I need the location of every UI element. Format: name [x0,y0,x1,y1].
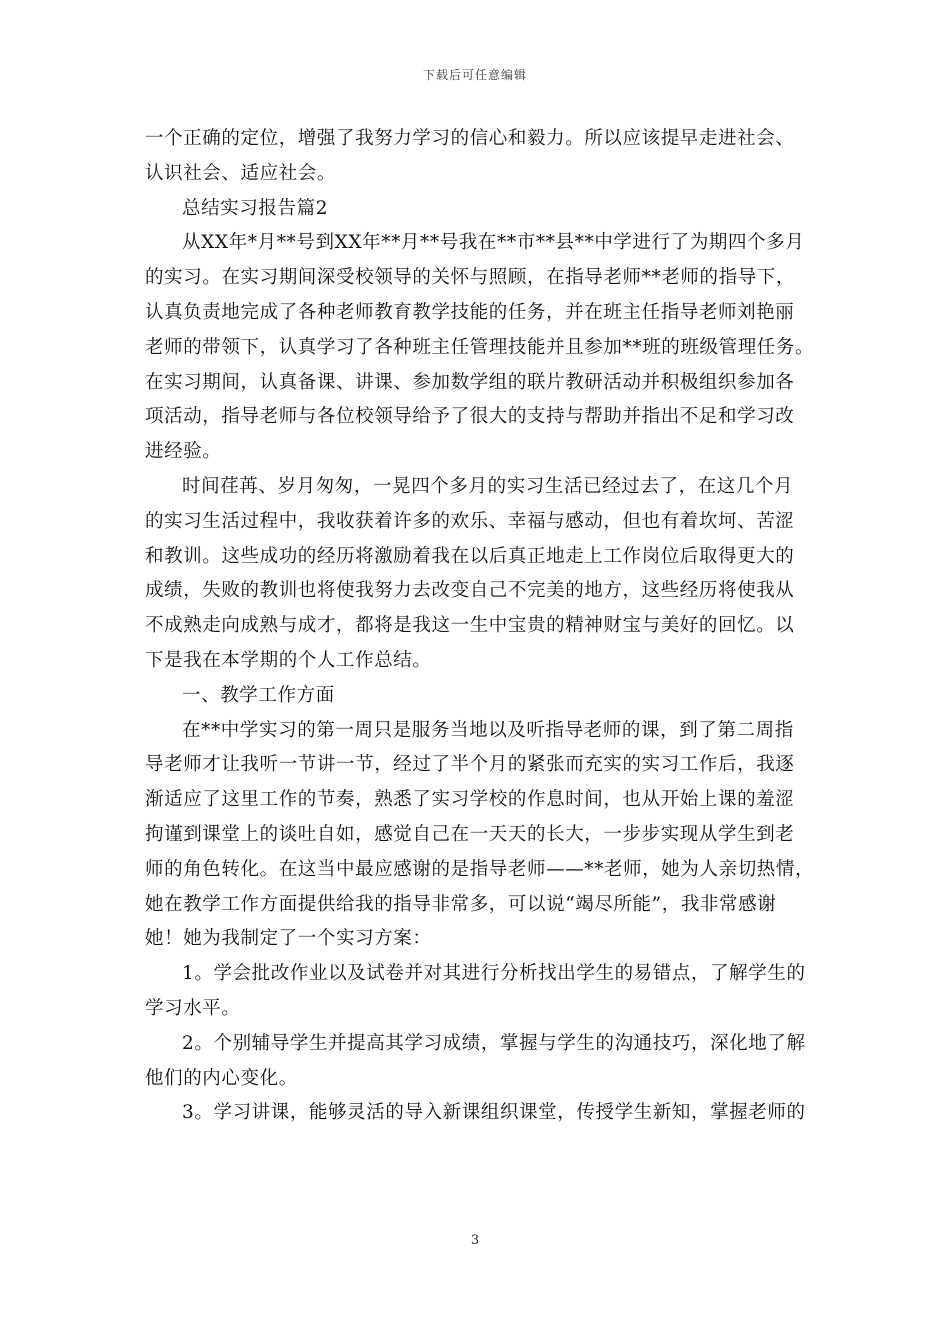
text-line: 不成熟走向成熟与成才，都将是我这一生中宝贵的精神财宝与美好的回忆。以 [145,615,795,637]
text-line: 一个正确的定位，增强了我努力学习的信心和毅力。所以应该提早走进社会、 [145,128,795,149]
text-line: 的实习。在实习期间深受校领导的关怀与照顾，在指导老师**老师的指导下， [145,267,796,289]
text-line: 导老师才让我听一节讲一节，经过了半个月的紧张而充实的实习工作后，我逐 [145,754,795,776]
text-line: 的实习生活过程中，我收获着许多的欢乐、幸福与感动，但也有着坎坷、苦涩 [145,510,795,532]
text-line: 项活动，指导老师与各位校领导给予了很大的支持与帮助并指出不足和学习改 [145,406,795,428]
text-line: 渐适应了这里工作的节奏，熟悉了实习学校的作息时间，也从开始上课的羞涩 [145,789,795,811]
text-line: 和教训。这些成功的经历将激励着我在以后真正地走上工作岗位后取得更大的 [145,545,795,567]
text-line: 2。个别辅导学生并提高其学习成绩，掌握与学生的沟通技巧，深化地了解 [182,1032,806,1054]
text-line: 在实习期间，认真备课、讲课、参加数学组的联片教研活动并积极组织参加各 [145,371,795,393]
text-line: 3。学习讲课，能够灵活的导入新课组织课堂，传授学生新知，掌握老师的 [182,1102,806,1124]
page-number: 3 [470,1233,480,1248]
text-line: 她！她为我制定了一个实习方案： [145,928,432,950]
text-line: 从XX年*月**号到XX年**月**号我在**市**县**中学进行了为期四个多月 [182,232,805,254]
document-body [145,122,815,1131]
text-line: 认真负责地完成了各种老师教育教学技能的任务，并在班主任指导老师刘艳丽 [145,301,795,323]
text-line: 一、教学工作方面 [182,684,335,706]
text-line: 时间荏苒、岁月匆匆，一晃四个多月的实习生活已经过去了，在这几个月 [182,475,794,497]
text-line: 1。学会批改作业以及试卷并对其进行分析找出学生的易错点，了解学生的 [182,963,806,985]
text-line: 成绩，失败的教训也将使我努力去改变自己不完美的地方，这些经历将使我从 [145,580,795,602]
text-line: 进经验。 [145,441,222,463]
text-line: 他们的内心变化。 [145,1067,298,1089]
page-header: 下载后可任意编辑 [422,68,527,82]
text-line: 下是我在本学期的个人工作总结。 [145,649,432,671]
text-line: 学习水平。 [145,997,241,1019]
text-line: 老师的带领下，认真学习了各种班主任管理技能并且参加**班的班级管理任务。 [145,336,815,358]
text-line: 拘谨到课堂上的谈吐自如，感觉自己在一天天的长大，一步步实现从学生到老 [145,823,795,845]
text-line: 师的角色转化。在这当中最应感谢的是指导老师——**老师，她为人亲切热情， [145,858,815,880]
text-line: 认识社会、适应社会。 [145,162,337,184]
text-line: 她在教学工作方面提供给我的指导非常多，可以说“竭尽所能”，我非常感谢 [145,893,777,915]
text-line: 总结实习报告篇2 [182,197,329,219]
text-line: 在**中学实习的第一周只是服务当地以及听指导老师的课，到了第二周指 [182,719,794,741]
